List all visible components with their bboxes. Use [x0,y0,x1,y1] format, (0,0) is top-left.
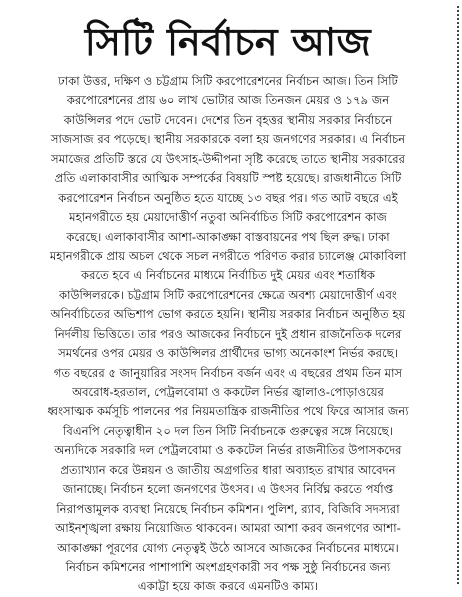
body-line: আইনশৃঙ্খলা রক্ষায় নিয়োজিত থাকবেন। আমরা আশা করব জনগণের আশা- [55,521,401,536]
body-line: অবরোধ-হরতাল, পেট্রলবোমা ও ককটেল নির্ভর জ্বালাও-পোড়াওয়ের [72,385,384,399]
body-line: সাজসাজ রব পড়েছে। স্থানীয় সরকারকে বলা হয় জনগণের সরকার। এ নির্বাচন [50,132,406,147]
editorial-headline: সিটি নির্বাচন আজ [84,20,372,64]
body-line: করতে হবে এ নির্বাচনের মাধ্যমে নির্বাচিত দুই মেয়র এবং শতাধিক [81,268,375,283]
body-line: একাট্টা হয়ে কাজ করবে এমনটিও কাম্য। [137,579,319,594]
body-line: কাউন্সিলরকে। চট্টগ্রাম সিটি করপোরেশনের ক্ষেত্রে অবশ্য মেয়াদোত্তীর্ণ এবং [59,287,397,302]
body-line: করপোরেশন নির্বাচন অনুষ্ঠিত হতে যাচ্ছে ১৩ বছর পর। গত আট বছরে এই [58,190,398,205]
body-line: মহানগরীকে প্রায় অচল থেকে সচল নগরীতে পরিণত করার চ্যালেঞ্জ মোকাবিলা [49,248,407,263]
body-line: ঢাকা উত্তর, দক্ষিণ ও চট্টগ্রাম সিটি করপোরেশনের নির্বাচন আজ। তিন সিটি [58,74,398,88]
body-line: কাউন্সিলর পদে ভোট দেবেন। দেশের তিন বৃহত্তর স্থানীয় সরকার নির্বাচনে [63,112,393,127]
body-line: অনির্বাচিতের অভিশাপ ভোগ করতে হয়নি। স্থানীয় সরকার নির্বাচন অনুষ্ঠিত হয় [50,307,406,322]
body-line: ধ্বংসাত্মক কর্মসূচি পালনের পর নিয়মতান্ত্রিক রাজনীতির পথে ফিরে আসার জন্য [47,404,409,419]
body-line: করপোরেশনের প্রায় ৬০ লাখ ভোটার আজ তিনজন মেয়র ও ১৭৯ জন [66,93,390,108]
body-line: মহানগরীতে হয় মেয়াদোত্তীর্ণ নতুবা অনির্বাচিত সিটি করপোরেশন কাজ [69,210,387,225]
body-line: প্রতি এলাকাবাসীর আত্মিক সম্পর্কের বিষয়টি স্পষ্ট হয়েছে। রাজধানীতে সিটি [54,171,402,186]
body-line: বিএনপি নেতৃত্বাধীন ২০ দল তিন সিটি নির্বাচনকে গুরুত্বের সঙ্গে নিয়েছে। [63,423,393,438]
editorial-body [6,72,450,594]
body-line: জানাচ্ছে। নির্বাচন হলো জনগণের উৎসব। এ উৎসব নির্বিঘ্ন করতে পর্যাপ্ত [62,482,394,497]
body-line: নির্বাচন কমিশনের পাশাপাশি অংশগ্রহণকারী সব পক্ষ সুষ্ঠু নির্বাচনের জন্য [65,559,391,574]
body-line: অন্যদিকে সরকারি দল পেট্রলবোমা ও ককটেল নির্ভর রাজনীতির উপাসকদের [54,443,402,458]
body-line: সমর্থনের ওপর মেয়র ও কাউন্সিলর প্রার্থীদের ভাগ্য অনেকাংশ নির্ভর করছে। [58,346,398,361]
body-line: প্রত্যাখ্যান করে উন্নয়ন ও জাতীয় অগ্রগতির ধারা অব্যাহত রাখার আবেদন [60,462,396,477]
body-line: আকাঙ্ক্ষা পূরণের যোগ্য নেতৃত্বই উঠে আসবে আজকের নির্বাচনের মাধ্যমে। [57,540,399,555]
body-line: নির্দলীয় ভিত্তিতে। তার পরও আজকের নির্বাচনে দুই প্রধান রাজনৈতিক দলের [54,326,402,341]
body-line: সমাজের প্রতিটি স্তরে যে উৎসাহ-উদ্দীপনা সৃষ্টি করেছে তাতে স্থানীয় সরকারের [51,151,405,166]
body-line: করেছে। এলাকাবাসীর আশা-আকাঙ্ক্ষা বাস্তবায়নের পথ ছিল রুদ্ধ। ঢাকা [66,229,390,244]
body-line: গত বছরের ৫ জানুয়ারির সংসদ নির্বাচন বর্জন এবং এ বছরের প্রথম তিন মাস [53,365,403,380]
body-line: নিরাপত্তামূলক ব্যবস্থা নিয়েছে নির্বাচন কমিশন। পুলিশ, র‌্যাব, বিজিবি সদস্যরা [56,501,400,516]
dotted-cut-line [457,6,459,584]
